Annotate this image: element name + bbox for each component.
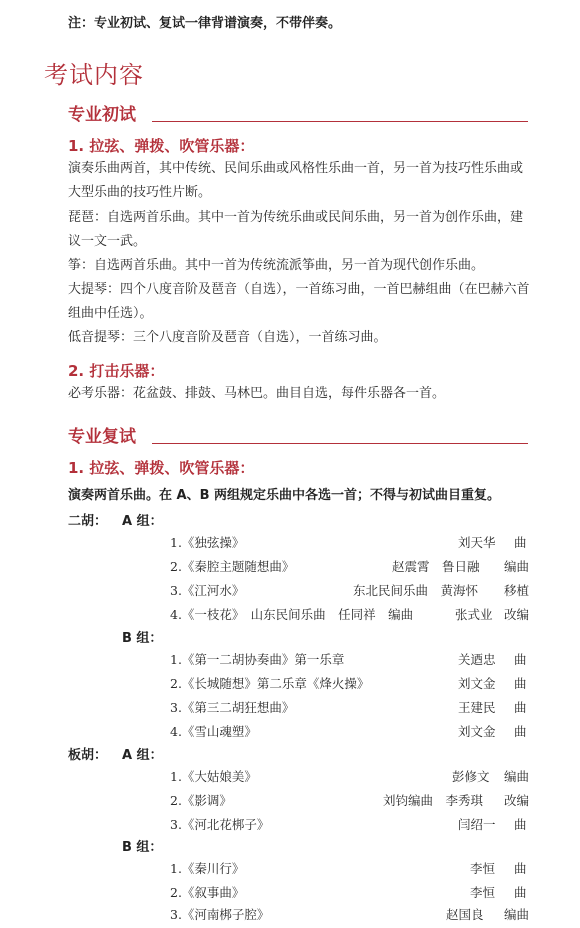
note: 注：专业初试、复试一律背谱演奏，不带伴奏。	[68, 16, 342, 31]
piece-author: 刘文金	[458, 724, 496, 739]
piece-author: 彭修文	[452, 769, 490, 784]
initial-sub1-title: 1. 拉弦、弹拨、吹管乐器：	[68, 137, 255, 155]
banhu-label: 板胡：	[68, 748, 108, 763]
initial-sub2-title: 2. 打击乐器：	[68, 362, 165, 380]
piece-row	[170, 905, 532, 927]
piece-row	[170, 674, 532, 696]
piece-title: 2.《叙事曲》	[170, 885, 245, 900]
piece-title: 1.《大姑娘美》	[170, 769, 257, 784]
piece-role: 曲	[514, 652, 527, 667]
piece-role: 曲	[514, 724, 527, 739]
piece-title: 1.《独弦操》	[170, 535, 245, 550]
erhu-group-b: B 组：	[122, 631, 163, 646]
piece-title: 2.《影调》	[170, 793, 232, 808]
initial-para-2: 琵琶：自选两首乐曲。其中一首为传统乐曲或民间乐曲，另一首为创作乐曲，建议一文一武。	[68, 210, 524, 249]
piece-row	[170, 557, 532, 579]
piece-author: 东北民间乐曲 黄海怀	[353, 583, 479, 598]
piece-row	[170, 605, 532, 627]
piece-row	[170, 815, 532, 837]
piece-author: 关迺忠	[458, 652, 496, 667]
piece-title: 3.《河南梆子腔》	[170, 907, 270, 922]
piece-author: 张式业	[455, 607, 493, 622]
piece-row	[170, 767, 532, 789]
piece-role: 曲	[514, 535, 527, 550]
piece-role: 曲	[514, 861, 527, 876]
piece-row	[170, 722, 532, 744]
piece-author: 刘天华	[458, 535, 496, 550]
piece-role: 曲	[514, 700, 527, 715]
piece-row	[170, 791, 532, 813]
piece-role: 编曲	[504, 769, 530, 784]
piece-role: 曲	[514, 817, 527, 832]
piece-title: 3.《第三二胡狂想曲》	[170, 700, 295, 715]
piece-author: 刘钧编曲 李秀琪	[383, 793, 484, 808]
piece-author: 李恒	[470, 861, 496, 876]
initial-para-6: 必考乐器：花盆鼓、排鼓、马林巴。曲目自选，每件乐器各一首。	[68, 386, 446, 401]
piece-role: 曲	[514, 885, 527, 900]
retest-heading: 专业复试	[68, 427, 136, 447]
piece-role: 编曲	[504, 559, 530, 574]
piece-row	[170, 883, 532, 905]
erhu-group-a: A 组：	[122, 514, 163, 529]
initial-para-5: 低音提琴：三个八度音阶及琶音（自选），一首练习曲。	[68, 330, 387, 345]
piece-role: 编曲	[504, 907, 530, 922]
piece-author: 赵震霄 鲁日融	[392, 559, 480, 574]
piece-title: 3.《江河水》	[170, 583, 245, 598]
piece-row	[170, 650, 532, 672]
erhu-label: 二胡：	[68, 514, 108, 529]
piece-row	[170, 698, 532, 720]
retest-heading-rule	[152, 443, 528, 444]
piece-author: 闫绍一	[458, 817, 496, 832]
piece-author: 李恒	[470, 885, 496, 900]
banhu-group-a: A 组：	[122, 748, 163, 763]
piece-author: 赵国良	[446, 907, 484, 922]
piece-author: 刘文金	[458, 676, 496, 691]
piece-title: 1.《第一二胡协奏曲》第一乐章	[170, 652, 345, 667]
piece-title: 4.《雪山魂塑》	[170, 724, 257, 739]
section-title: 考试内容	[44, 61, 144, 89]
piece-title: 2.《长城随想》第二乐章《烽火操》	[170, 676, 370, 691]
piece-role: 改编	[504, 793, 530, 808]
retest-sub1-title: 1. 拉弦、弹拨、吹管乐器：	[68, 459, 255, 477]
initial-para-4: 大提琴：四个八度音阶及琶音（自选），一首练习曲，一首巴赫组曲（在巴赫六首组曲中任选）。	[68, 282, 530, 321]
piece-row	[170, 859, 532, 881]
initial-heading: 专业初试	[68, 105, 136, 125]
initial-para-1: 演奏乐曲两首，其中传统、民间乐曲或风格性乐曲一首，另一首为技巧性乐曲或大型乐曲的技巧性片断。	[68, 161, 524, 200]
piece-author: 王建民	[458, 700, 496, 715]
piece-title: 1.《秦川行》	[170, 861, 245, 876]
piece-role: 改编	[504, 607, 530, 622]
piece-row	[170, 581, 532, 603]
piece-row	[170, 533, 532, 555]
retest-requirement: 演奏两首乐曲。在 A、B 两组规定乐曲中各选一首；不得与初试曲目重复。	[68, 488, 501, 503]
piece-role: 移植	[504, 583, 530, 598]
piece-role: 曲	[514, 676, 527, 691]
initial-para-3: 筝：自选两首乐曲。其中一首为传统流派筝曲，另一首为现代创作乐曲。	[68, 258, 485, 273]
piece-title: 3.《河北花梆子》	[170, 817, 270, 832]
piece-title: 4.《一枝花》 山东民间乐曲 任同祥 编曲	[170, 607, 414, 622]
banhu-group-b: B 组：	[122, 840, 163, 855]
initial-heading-rule	[152, 121, 528, 122]
piece-title: 2.《秦腔主题随想曲》	[170, 559, 295, 574]
